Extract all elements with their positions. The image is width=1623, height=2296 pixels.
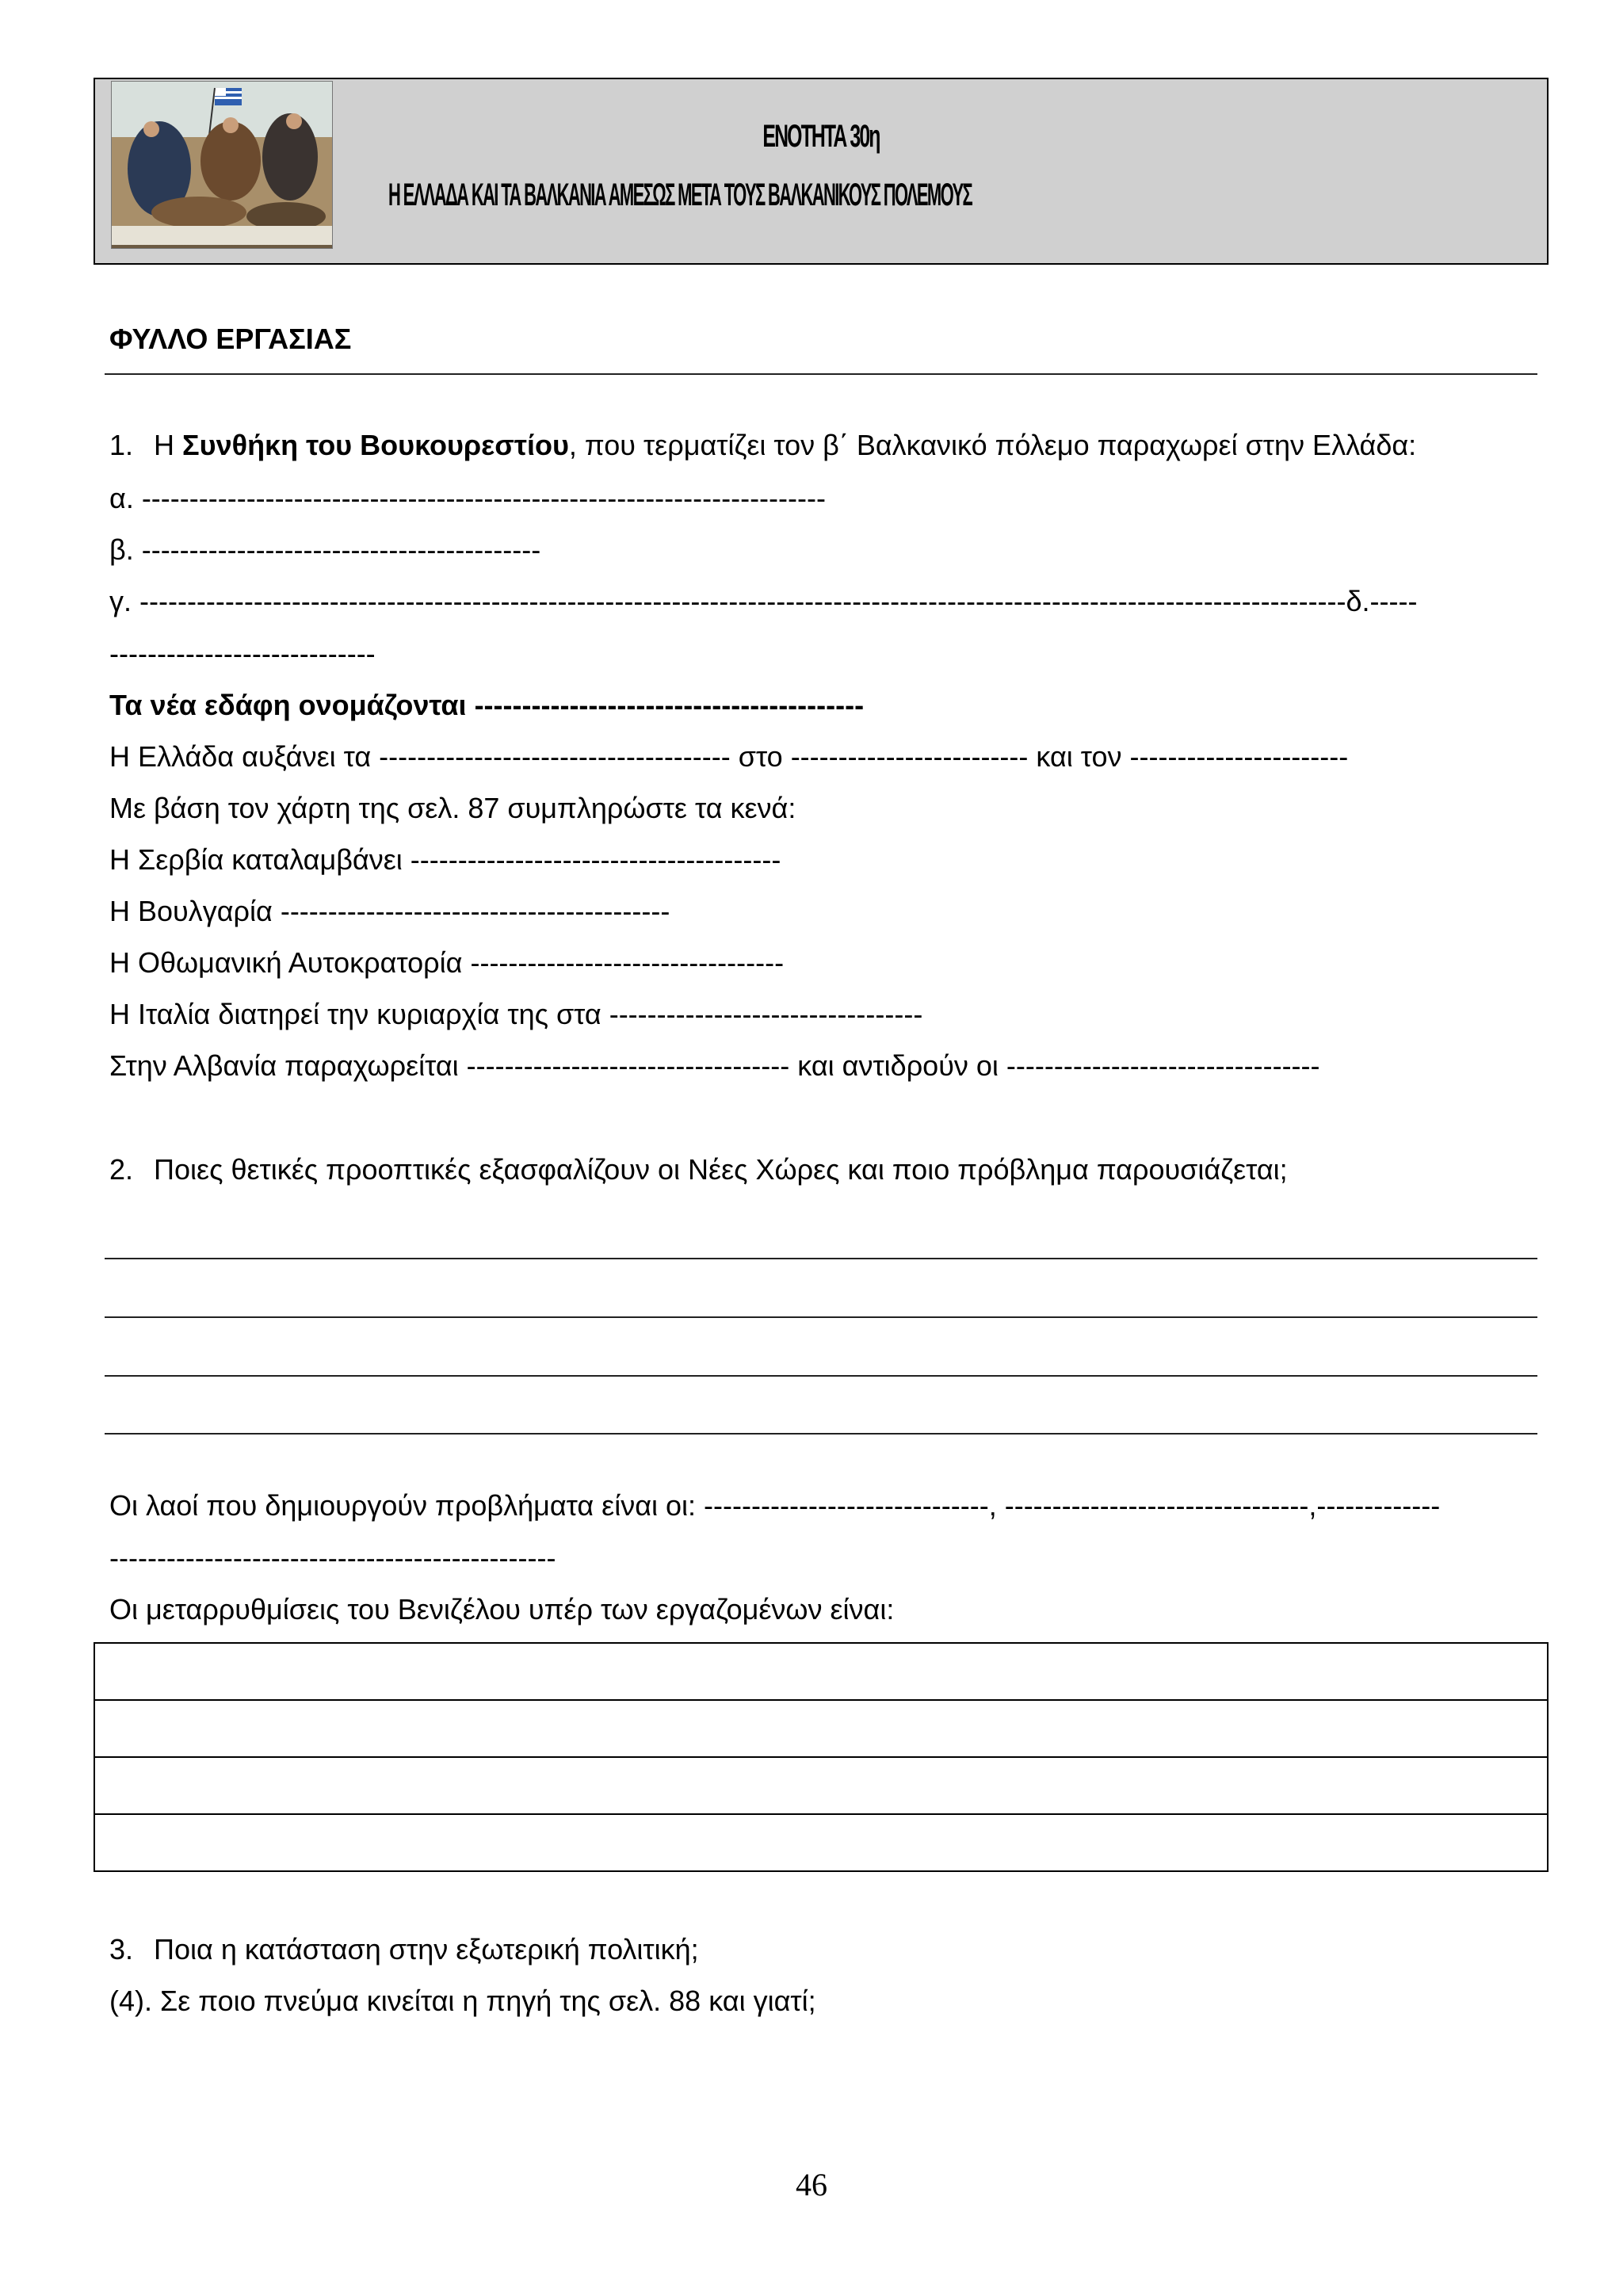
q1-albania: Στην Αλβανία παραχωρείται ---------------------------------- και αντιδρούν οι ---------------------------------	[109, 1049, 1320, 1082]
reforms-table	[94, 1642, 1549, 1872]
question-4: (4). Σε ποιο πνεύμα κινείται η πηγή της σελ. 88 και γιατί;	[109, 1985, 816, 2017]
q3-text: Ποια η κατάσταση στην εξωτερική πολιτική;	[154, 1933, 699, 1966]
q1-text-pre: Η	[154, 429, 183, 461]
divider	[105, 373, 1537, 375]
unit-subtitle: Η ΕΛΛΑΔΑ ΚΑΙ ΤΑ ΒΑΛΚΑΝΙΑ ΑΜΕΣΩΣ ΜΕΤΑ ΤΟΥΣ ΒΑΛΚΑΝΙΚΟΥΣ ΠΟΛΕΜΟΥΣ	[388, 178, 972, 212]
q1-line-a: α. ------------------------------------------------------------------------	[109, 482, 826, 514]
q1-text-bold: Συνθήκη του Βουκουρεστίου	[182, 429, 569, 461]
table-row[interactable]	[94, 1757, 1548, 1814]
table-row[interactable]	[94, 1814, 1548, 1871]
q1-bulgaria: Η Βουλγαρία -----------------------------------------	[109, 895, 670, 927]
q2-text: Ποιες θετικές προοπτικές εξασφαλίζουν οι Νέες Χώρες και ποιο πρόβλημα παρουσιάζεται;	[154, 1153, 1288, 1186]
q1-ottoman: Η Οθωμανική Αυτοκρατορία ---------------------------------	[109, 946, 785, 979]
q1-line-c-cont: ----------------------------	[109, 637, 376, 670]
page-number: 46	[796, 2167, 827, 2202]
q1-line-b: β. ------------------------------------------	[109, 533, 541, 566]
table-row[interactable]	[94, 1643, 1548, 1700]
q1-text-post: , που τερματίζει τον β΄ Βαλκανικό πόλεμο παραχωρεί στην Ελλάδα:	[568, 429, 1417, 461]
answer-line	[105, 1433, 1537, 1435]
unit-title: ΕΝΟΤΗΤΑ 30η	[762, 119, 880, 154]
q1-map-intro: Με βάση τον χάρτη της σελ. 87 συμπληρώστε τα κενά:	[109, 792, 796, 824]
q1-italy: Η Ιταλία διατηρεί την κυριαρχία της στα ---------------------------------	[109, 998, 923, 1030]
worksheet-title: ΦΥΛΛΟ ΕΡΓΑΣΙΑΣ	[109, 323, 352, 355]
q2-peoples: Οι λαοί που δημιουργούν προβλήματα είναι οι: ------------------------------, --------------------------------,-------------	[109, 1489, 1441, 1522]
question-1	[109, 431, 1416, 460]
table-row[interactable]	[94, 1700, 1548, 1757]
q2-reforms: Οι μεταρρυθμίσεις του Βενιζέλου υπέρ των εργαζομένων είναι:	[109, 1593, 895, 1626]
answer-line	[105, 1375, 1537, 1377]
answer-line	[105, 1258, 1537, 1259]
header-banner	[94, 78, 1549, 265]
q1-line-c: γ. -------------------------------------------------------------------------------------------------------------------------------δ.-----	[109, 585, 1418, 617]
q2-peoples-cont: -----------------------------------------------	[109, 1541, 556, 1574]
answer-line	[105, 1316, 1537, 1318]
question-number: 3.	[109, 1933, 134, 1966]
q1-new-lands: Τα νέα εδάφη ονομάζονται -----------------------------------------	[109, 689, 865, 721]
question-3	[109, 1935, 699, 1964]
question-number: 2.	[109, 1153, 134, 1186]
q1-greece-grows: Η Ελλάδα αυξάνει τα ------------------------------------- στο ------------------------- και τον -----------------------	[109, 740, 1349, 773]
question-number: 1.	[109, 429, 134, 461]
battle-scene-illustration	[111, 81, 333, 249]
q1-serbia: Η Σερβία καταλαμβάνει ---------------------------------------	[109, 843, 781, 876]
question-2	[109, 1153, 1288, 1186]
